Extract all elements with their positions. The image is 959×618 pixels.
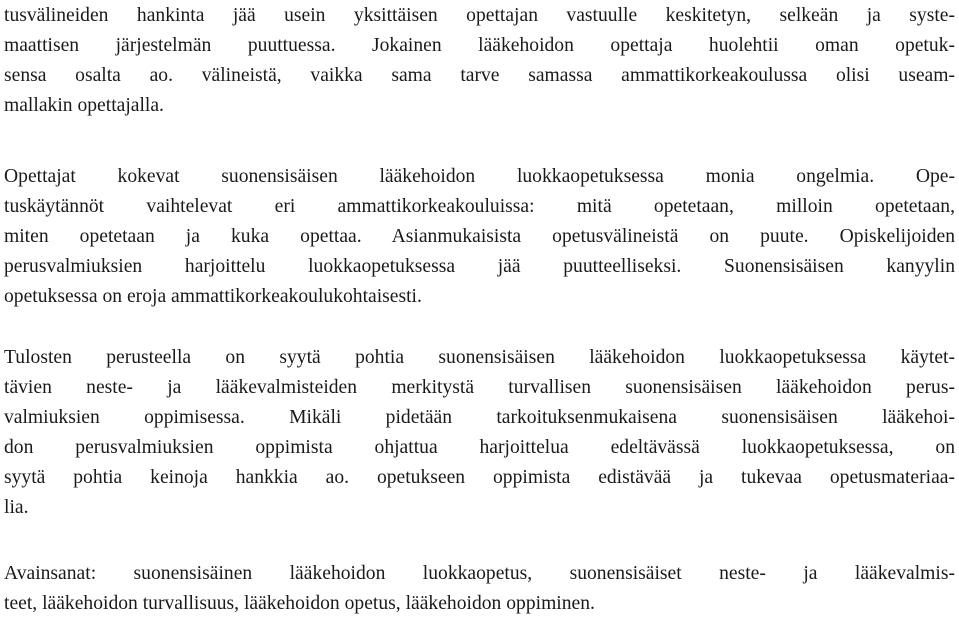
keywords-line-2: teet, lääkehoidon turvallisuus, lääkehoidon opetus, lääkehoidon oppiminen. (4, 593, 595, 614)
paragraph-2-line-2: tuskäytännöt vaihtelevat eri ammattikorkeakouluissa: mitä opetetaan, milloin opetetaan, (4, 196, 955, 217)
paragraph-2-line-3: miten opetetaan ja kuka opettaa. Asianmukaisista opetusvälineistä on puute. Opiskelijoiden (4, 226, 955, 247)
paragraph-3-line-4: don perusvalmiuksien oppimista ohjattua harjoittelua edeltävässä luokkaopetuksessa, on (4, 437, 955, 458)
paragraph-1-line-2: maattisen järjestelmän puuttuessa. Jokainen lääkehoidon opettaja huolehtii oman opetuk- (4, 35, 955, 56)
paragraph-1-line-1: tusvälineiden hankinta jää usein yksittäisen opettajan vastuulle keskitetyn, selkeän ja syste- (4, 5, 955, 26)
paragraph-2-line-4: perusvalmiuksien harjoittelu luokkaopetuksessa jää puutteelliseksi. Suonensisäisen kanyylin (4, 256, 955, 277)
paragraph-2-line-5: opetuksessa on eroja ammattikorkeakoulukohtaisesti. (4, 286, 422, 307)
paragraph-1-line-4: mallakin opettajalla. (4, 95, 164, 116)
paragraph-3-line-5: syytä pohtia keinoja hankkia ao. opetukseen oppimista edistävää ja tukevaa opetusmateriaa- (4, 467, 955, 488)
paragraph-2-line-1: Opettajat kokevat suonensisäisen lääkehoidon luokkaopetuksessa monia ongelmia. Ope- (4, 166, 955, 187)
paragraph-3-line-6: lia. (4, 497, 29, 518)
paragraph-1-line-3: sensa osalta ao. välineistä, vaikka sama tarve samassa ammattikorkeakoulussa olisi useam- (4, 65, 955, 86)
paragraph-3-line-2: tävien neste- ja lääkevalmisteiden merkitystä turvallisen suonensisäisen lääkehoidon perus- (4, 377, 955, 398)
paragraph-3-line-1: Tulosten perusteella on syytä pohtia suonensisäisen lääkehoidon luokkaopetuksessa käytet- (4, 347, 955, 368)
keywords-line-1: Avainsanat: suonensisäinen lääkehoidon luokkaopetus, suonensisäiset neste- ja lääkevalmis- (4, 563, 955, 584)
paragraph-3-line-3: valmiuksien oppimisessa. Mikäli pidetään tarkoituksenmukaisena suonensisäisen lääkehoi- (4, 407, 955, 428)
